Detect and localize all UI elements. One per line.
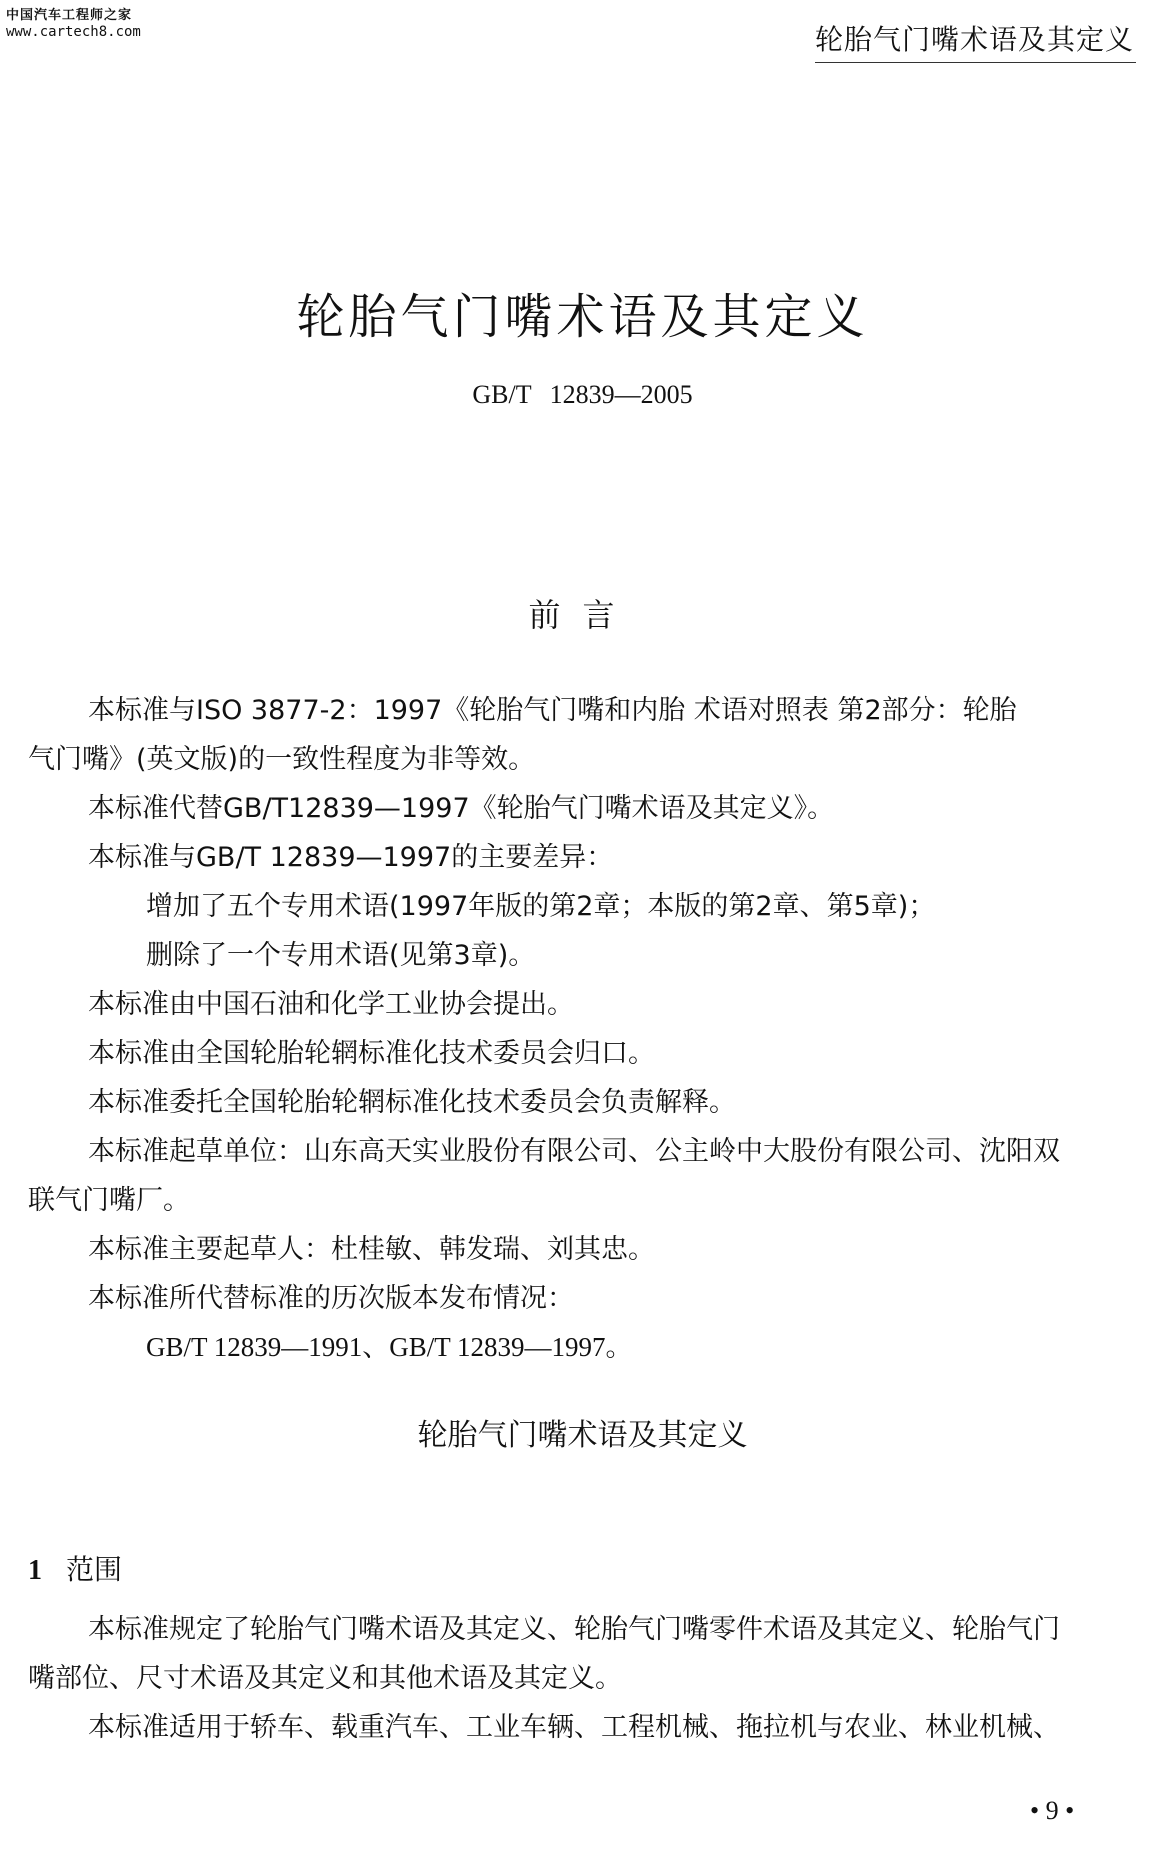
- chapter-title: 范围: [66, 1553, 123, 1586]
- foreword-line: 删除了一个专用术语(见第3章)。: [146, 940, 536, 971]
- scope-body: [28, 1605, 1138, 1752]
- scope-line: 本标准规定了轮胎气门嘴术语及其定义、轮胎气门嘴零件术语及其定义、轮胎气门: [88, 1614, 1060, 1645]
- standard-number: GB/T 12839—2005: [472, 380, 693, 409]
- foreword-heading: 前言: [528, 596, 637, 634]
- foreword-line: 增加了五个专用术语(1997年版的第2章；本版的第2章、第5章)；: [146, 891, 936, 922]
- scope-line: 本标准适用于轿车、载重汽车、工业车辆、工程机械、拖拉机与农业、林业机械、: [88, 1712, 1060, 1743]
- foreword-line: 本标准所代替标准的历次版本发布情况：: [88, 1283, 574, 1314]
- page-number: • 9 •: [1030, 1796, 1075, 1825]
- foreword-line: 本标准代替GB/T12839—1997《轮胎气门嘴术语及其定义》。: [88, 793, 835, 824]
- foreword-line: 气门嘴》(英文版)的一致性程度为非等效。: [28, 744, 536, 775]
- foreword-line: 本标准主要起草人：杜桂敏、韩发瑞、刘其忠。: [88, 1234, 655, 1265]
- running-header-title: 轮胎气门嘴术语及其定义: [815, 23, 1135, 56]
- foreword-line: 本标准与GB/T 12839—1997的主要差异：: [88, 842, 614, 873]
- section-title: 轮胎气门嘴术语及其定义: [417, 1418, 748, 1453]
- logo-site-url: www.cartech8.com: [6, 24, 141, 40]
- foreword-line: 本标准由中国石油和化学工业协会提出。: [88, 989, 574, 1020]
- foreword-line: 联气门嘴厂。: [28, 1185, 190, 1216]
- chapter-heading: [28, 1548, 122, 1588]
- foreword-line: 本标准与ISO 3877-2：1997《轮胎气门嘴和内胎 术语对照表 第2部分：轮胎: [88, 695, 1017, 726]
- foreword-line: 本标准起草单位：山东高天实业股份有限公司、公主岭中大股份有限公司、沈阳双: [88, 1136, 1060, 1167]
- foreword-body: [28, 686, 1138, 1372]
- foreword-line: 本标准委托全国轮胎轮辋标准化技术委员会负责解释。: [88, 1087, 736, 1118]
- foreword-line: 本标准由全国轮胎轮辋标准化技术委员会归口。: [88, 1038, 655, 1069]
- logo-site-name: 中国汽车工程师之家: [6, 8, 133, 23]
- chapter-number: 1: [28, 1555, 42, 1586]
- foreword-line: GB/T 12839—1991、GB/T 12839—1997。: [146, 1332, 633, 1362]
- document-title: 轮胎气门嘴术语及其定义: [296, 289, 869, 345]
- scope-line: 嘴部位、尺寸术语及其定义和其他术语及其定义。: [28, 1663, 622, 1694]
- header-rule: [815, 62, 1136, 63]
